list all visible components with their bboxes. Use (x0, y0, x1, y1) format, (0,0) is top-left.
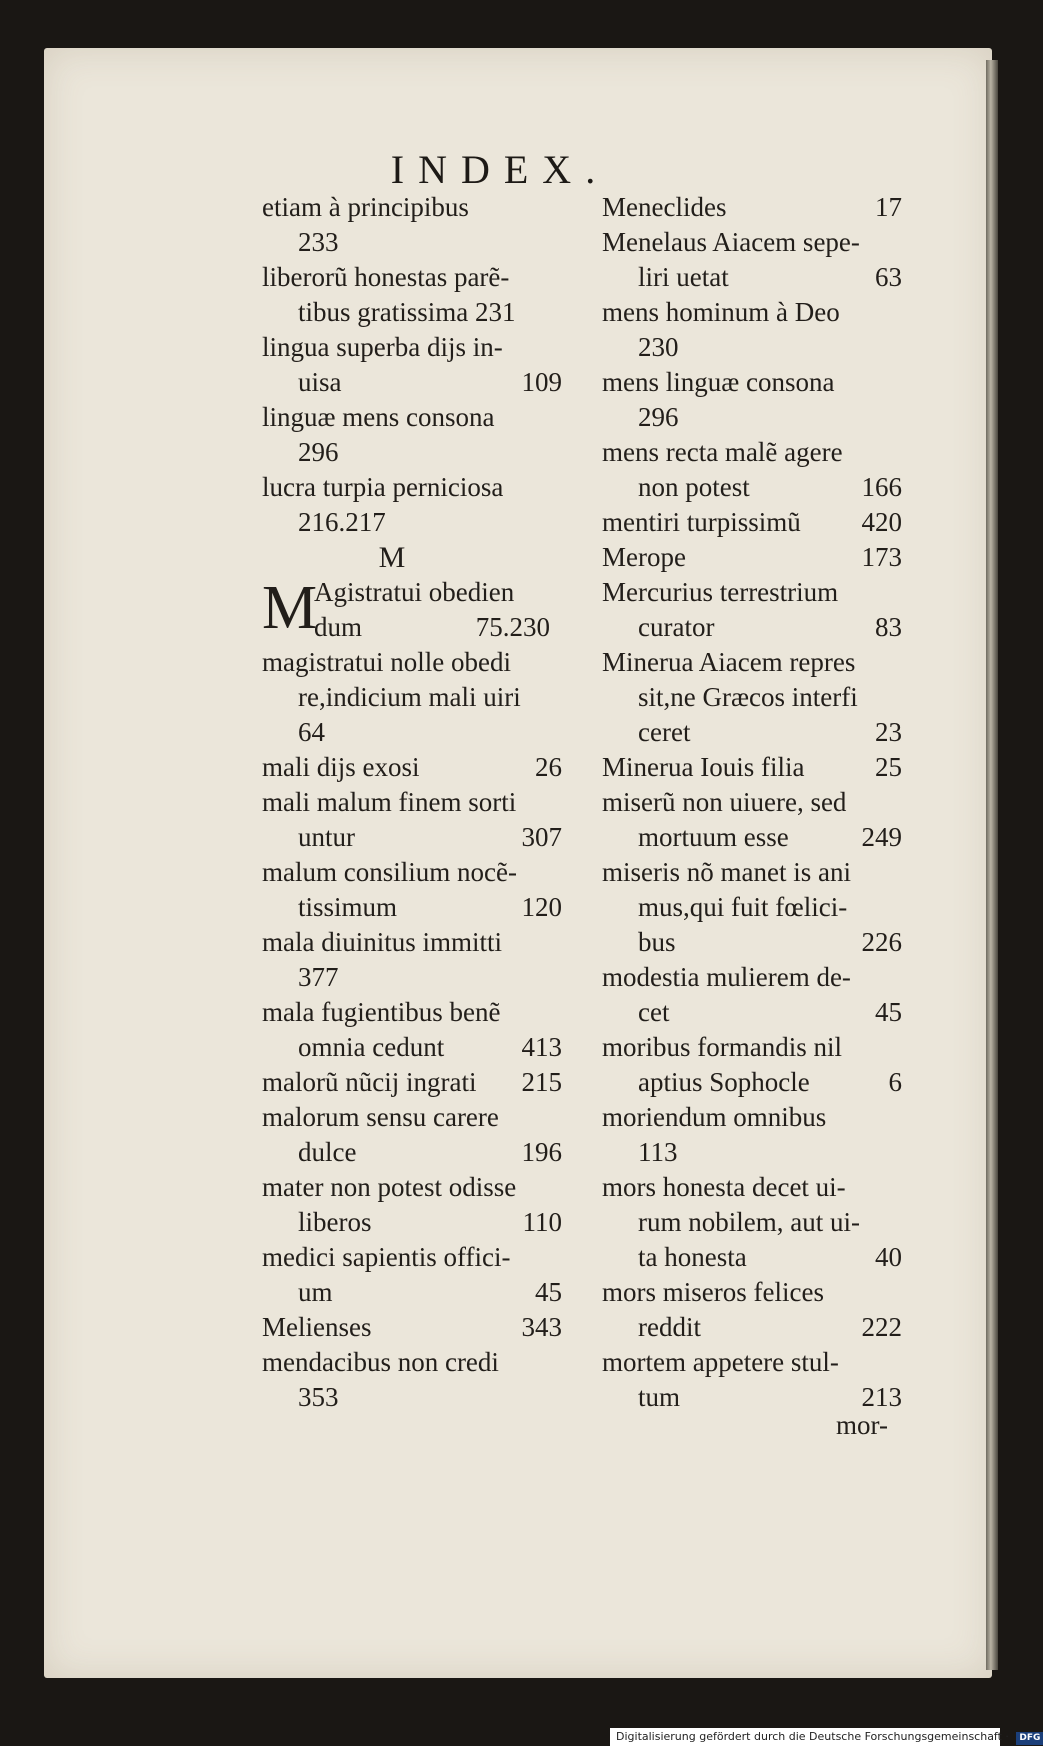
entry-line (262, 225, 562, 260)
index-entry (262, 1240, 562, 1310)
entry-text: mortem appetere stul- (602, 1347, 839, 1377)
entry-text: Mercurius terrestrium (602, 577, 839, 607)
page-number: 45 (875, 997, 902, 1027)
entry-text: mens linguæ consona (602, 367, 835, 397)
entry-line (602, 470, 902, 505)
entry-text: 296 (298, 437, 339, 467)
page-number: 6 (888, 1067, 902, 1097)
index-entry (262, 1170, 562, 1240)
entry-text: 233 (298, 227, 339, 257)
entry-line (602, 1310, 902, 1345)
page-number: 109 (521, 367, 562, 397)
index-entry (602, 1275, 902, 1345)
entry-text: ceret (638, 717, 691, 747)
entry-text: malum consilium nocẽ- (262, 857, 517, 887)
credit-text: Digitalisierung gefördert durch die Deutsche Forschungsgemeinschaft · (616, 1730, 1009, 1743)
entry-line (262, 750, 562, 785)
entry-line (262, 890, 562, 925)
entry-text: aptius Sophocle (638, 1067, 810, 1097)
entry-text: omnia cedunt (298, 1032, 445, 1062)
entry-text: tissimum (298, 892, 398, 922)
page-number: 222 (861, 1312, 902, 1342)
entry-line (262, 1275, 562, 1310)
entry-text: um (298, 1277, 333, 1307)
entry-line (262, 995, 562, 1030)
entry-text: mala diuinitus immitti (262, 927, 502, 957)
page-number: 413 (521, 1032, 562, 1062)
entry-line (602, 1100, 902, 1135)
page-number: 166 (861, 472, 902, 502)
entry-text: moribus formandis nil (602, 1032, 842, 1062)
index-entry (602, 750, 902, 785)
entry-line (602, 1275, 902, 1310)
page-heading: INDEX. (390, 147, 610, 192)
page-number: 83 (875, 612, 902, 642)
entry-text: mens hominum à Deo (602, 297, 840, 327)
entry-text: reddit (638, 1312, 701, 1342)
entry-text: tibus gratissima 231 (298, 297, 516, 327)
entry-text: rum nobilem, aut ui- (638, 1207, 860, 1237)
entry-line (602, 645, 902, 680)
entry-line (262, 1170, 562, 1205)
entry-text: dulce (298, 1137, 357, 1167)
entry-line (602, 960, 902, 995)
entry-text: liri uetat (638, 262, 729, 292)
page-number: 17 (875, 192, 902, 222)
dropcap-entry (262, 575, 562, 645)
page-number: 110 (522, 1207, 562, 1237)
entry-line (262, 365, 562, 400)
entry-text: mater non potest odisse (262, 1172, 517, 1202)
page-edge (986, 60, 998, 1670)
page-number: 75.230 (475, 612, 550, 642)
entry-line (262, 1030, 562, 1065)
index-entry (602, 645, 902, 750)
dropcap-letter: M (262, 574, 318, 642)
entry-text: lucra turpia perniciosa (262, 472, 504, 502)
entry-line (602, 1135, 902, 1170)
index-entry (602, 1030, 902, 1100)
index-entry (262, 330, 562, 400)
index-entry (262, 750, 562, 785)
entry-text: 377 (298, 962, 339, 992)
entry-text: mus,qui fuit fœlici- (638, 892, 848, 922)
entry-line (602, 365, 902, 400)
entry-text: bus (638, 927, 676, 957)
entry-line: Agistratui obedien (314, 577, 515, 607)
entry-text: Menelaus Aiacem sepe- (602, 227, 860, 257)
entry-text: tum (638, 1382, 681, 1412)
entry-text: 113 (638, 1137, 678, 1167)
entry-text: medici sapientis offici- (262, 1242, 511, 1272)
entry-text: mors honesta decet ui- (602, 1172, 846, 1202)
index-entry (262, 1065, 562, 1100)
entry-line (602, 1065, 902, 1100)
entry-text: mali malum finem sorti (262, 787, 517, 817)
index-entry (262, 1100, 562, 1170)
entry-text: Minerua Aiacem repres (602, 647, 856, 677)
index-entry (602, 225, 902, 295)
index-entry (262, 645, 562, 750)
entry-text: Melienses (262, 1312, 372, 1342)
index-entry (602, 1100, 902, 1170)
entry-text: Meneclides (602, 192, 727, 222)
entry-line (602, 995, 902, 1030)
index-entry (262, 855, 562, 925)
entry-line (602, 295, 902, 330)
entry-line (262, 855, 562, 890)
entry-text: non potest (638, 472, 750, 502)
entry-text: miserũ non uiuere, sed (602, 787, 847, 817)
index-entry (602, 855, 902, 960)
page-number: 45 (535, 1277, 562, 1307)
entry-text: malorum sensu carere (262, 1102, 499, 1132)
index-entry (262, 925, 562, 995)
page-number: 63 (875, 262, 902, 292)
entry-text: Merope (602, 542, 686, 572)
index-entry (262, 400, 562, 470)
entry-line (262, 400, 562, 435)
entry-text: mali dijs exosi (262, 752, 420, 782)
entry-line (602, 750, 902, 785)
entry-text: lingua superba dijs in- (262, 332, 503, 362)
entry-text: dum (314, 612, 363, 642)
entry-line (262, 1380, 562, 1415)
entry-text: ta honesta (638, 1242, 747, 1272)
entry-line (262, 1135, 562, 1170)
entry-line (262, 1065, 562, 1100)
page-number: 196 (521, 1137, 562, 1167)
index-entry (262, 190, 562, 260)
entry-line (602, 925, 902, 960)
page-number: 343 (521, 1312, 562, 1342)
entry-line (602, 1170, 902, 1205)
dfg-logo: DFG (1016, 1732, 1043, 1745)
index-entry (602, 540, 902, 575)
page-number: 249 (861, 822, 902, 852)
entry-text: 296 (638, 402, 679, 432)
entry-line (262, 190, 562, 225)
entry-line (602, 1030, 902, 1065)
entry-line (262, 1310, 562, 1345)
entry-line (262, 680, 562, 715)
index-entry (602, 575, 902, 645)
index-entry (602, 1345, 902, 1415)
entry-text: magistratui nolle obedi (262, 647, 511, 677)
page-number: 25 (875, 752, 902, 782)
page-number: 26 (535, 752, 562, 782)
index-entry (602, 295, 902, 365)
entry-line (602, 435, 902, 470)
entry-line (602, 225, 902, 260)
entry-text: Minerua Iouis filia (602, 752, 805, 782)
index-entry (602, 435, 902, 505)
entry-text: 64 (298, 717, 325, 747)
left-column (262, 190, 562, 1415)
entry-line (262, 785, 562, 820)
entry-line (602, 715, 902, 750)
page-number: 120 (521, 892, 562, 922)
entry-text: mendacibus non credi (262, 1347, 499, 1377)
entry-text: 230 (638, 332, 679, 362)
entry-text: malorũ nũcij ingrati (262, 1067, 477, 1097)
entry-text: mortuum esse (638, 822, 789, 852)
page-number: 23 (875, 717, 902, 747)
entry-line (262, 470, 562, 505)
entry-line (602, 540, 902, 575)
index-entry (602, 365, 902, 435)
entry-text: untur (298, 822, 355, 852)
entry-line (602, 680, 902, 715)
entry-text: modestia mulierem de- (602, 962, 851, 992)
entry-text: mentiri turpissimũ (602, 507, 801, 537)
section-letter: M (378, 541, 406, 574)
catchword: mor- (836, 1410, 888, 1440)
entry-line (602, 260, 902, 295)
entry-text: 353 (298, 1382, 339, 1412)
entry-line (602, 610, 902, 645)
entry-line (602, 1345, 902, 1380)
dropcap-text (314, 575, 562, 645)
entry-text: mors miseros felices (602, 1277, 824, 1307)
entry-line (602, 890, 902, 925)
entry-line (602, 505, 902, 540)
digitization-credit (610, 1728, 1041, 1746)
entry-line (262, 260, 562, 295)
entry-text: re,indicium mali uiri (298, 682, 521, 712)
entry-line (602, 190, 902, 225)
entry-line (262, 1100, 562, 1135)
entry-line (314, 610, 562, 645)
entry-text: 216.217 (298, 507, 386, 537)
entry-text: miseris nõ manet is ani (602, 857, 851, 887)
entry-line (262, 1240, 562, 1275)
entry-line (262, 715, 562, 750)
entry-text: liberos (298, 1207, 372, 1237)
index-entry (602, 785, 902, 855)
entry-line (262, 1205, 562, 1240)
index-entry (602, 960, 902, 1030)
entry-line (262, 435, 562, 470)
entry-line (602, 855, 902, 890)
entry-text: mala fugientibus benẽ (262, 997, 501, 1027)
page-number: 420 (861, 507, 902, 537)
index-entry (262, 1310, 562, 1345)
page-number: 173 (861, 542, 902, 572)
index-entry (262, 995, 562, 1065)
entry-line (262, 1345, 562, 1380)
entry-text: mens recta malẽ agere (602, 437, 843, 467)
entry-text: cet (638, 997, 670, 1027)
index-entry (602, 505, 902, 540)
entry-text: linguæ mens consona (262, 402, 495, 432)
entry-text: etiam à principibus (262, 192, 469, 222)
index-entry (262, 260, 562, 330)
entry-line (262, 925, 562, 960)
entry-line (262, 820, 562, 855)
index-entry (262, 470, 562, 540)
entry-line (602, 1205, 902, 1240)
entry-text: uisa (298, 367, 342, 397)
index-entry (602, 1170, 902, 1275)
entry-line (262, 330, 562, 365)
page-number: 213 (861, 1382, 902, 1412)
entry-line (262, 505, 562, 540)
page-number: 226 (861, 927, 902, 957)
entry-line (262, 295, 562, 330)
right-column (602, 190, 902, 1415)
page-number: 307 (521, 822, 562, 852)
index-entry (262, 785, 562, 855)
entry-text: liberorũ honestas parẽ- (262, 262, 510, 292)
entry-line (602, 400, 902, 435)
entry-line (602, 785, 902, 820)
page-number: 40 (875, 1242, 902, 1272)
entry-line (602, 1240, 902, 1275)
entry-line (602, 330, 902, 365)
entry-text: moriendum omnibus (602, 1102, 827, 1132)
entry-line (602, 575, 902, 610)
index-entry (262, 1345, 562, 1415)
index-entry (602, 190, 902, 225)
entry-line (262, 645, 562, 680)
entry-line (602, 820, 902, 855)
entry-text: curator (638, 612, 715, 642)
entry-text: sit,ne Græcos interfi (638, 682, 858, 712)
page-number: 215 (521, 1067, 562, 1097)
entry-line (262, 960, 562, 995)
